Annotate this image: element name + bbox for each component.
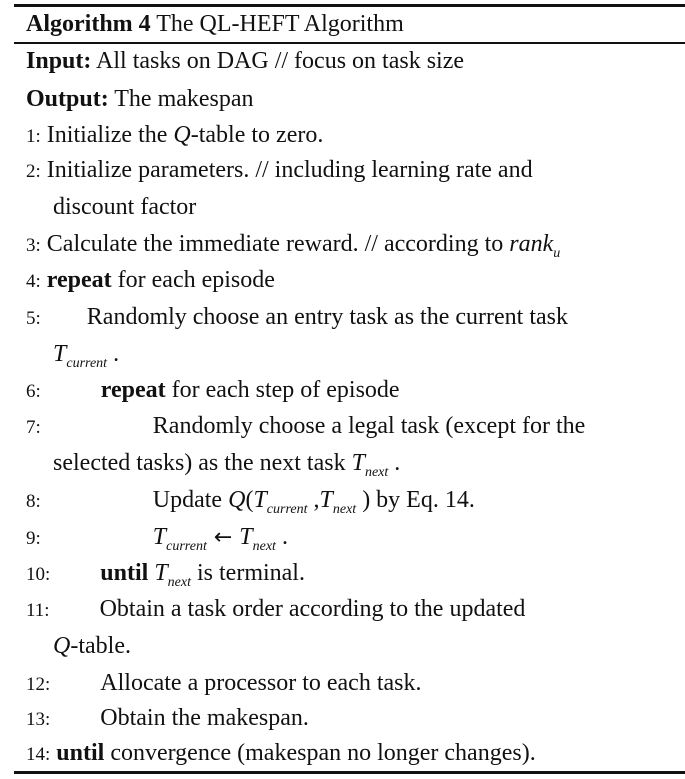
step-5-cont: $T_{current}$ . <box>53 341 120 371</box>
output-line: Output: The makespan <box>26 86 254 112</box>
step-10: 10: until $T_{next}$ is terminal. <box>26 560 305 590</box>
header-rule <box>14 42 685 44</box>
step-2-cont: discount factor <box>53 194 197 220</box>
input-line: Input: All tasks on DAG // focus on task size <box>26 48 465 74</box>
step-5: 5: Randomly choose an entry task as the current task <box>26 304 568 330</box>
top-rule <box>14 4 685 7</box>
step-6: 6: repeat for each step of episode <box>26 377 400 403</box>
left-arrow-icon: ← <box>206 525 240 550</box>
step-9: 9: $T_{current}$ ← $T_{next}$ . <box>26 524 288 554</box>
step-12: 12: Allocate a processor to each task. <box>26 670 422 696</box>
step-7-cont: selected tasks) as the next task $T_{next}$ . <box>53 450 401 480</box>
step-14: 14: until convergence (makespan no longer changes). <box>26 740 536 766</box>
step-8: 8: Update $Q(T_{current}$ $,T_{next}$ ) by Eq. 14. <box>26 487 475 517</box>
algorithm-title: Algorithm 4 The QL-HEFT Algorithm <box>26 11 404 37</box>
step-1: 1: Initialize the Q-table to zero. <box>26 122 324 148</box>
bottom-rule <box>14 771 685 774</box>
step-11-cont: Q-table. <box>53 633 131 659</box>
step-2: 2: Initialize parameters. // including learning rate and <box>26 157 533 183</box>
step-7: 7: Randomly choose a legal task (except for the <box>26 413 586 439</box>
step-3: 3: Calculate the immediate reward. // according to rank$_u$ <box>26 231 561 261</box>
step-13: 13: Obtain the makespan. <box>26 705 309 731</box>
step-4: 4: repeat for each episode <box>26 267 275 293</box>
step-11: 11: Obtain a task order according to the updated <box>26 596 526 622</box>
